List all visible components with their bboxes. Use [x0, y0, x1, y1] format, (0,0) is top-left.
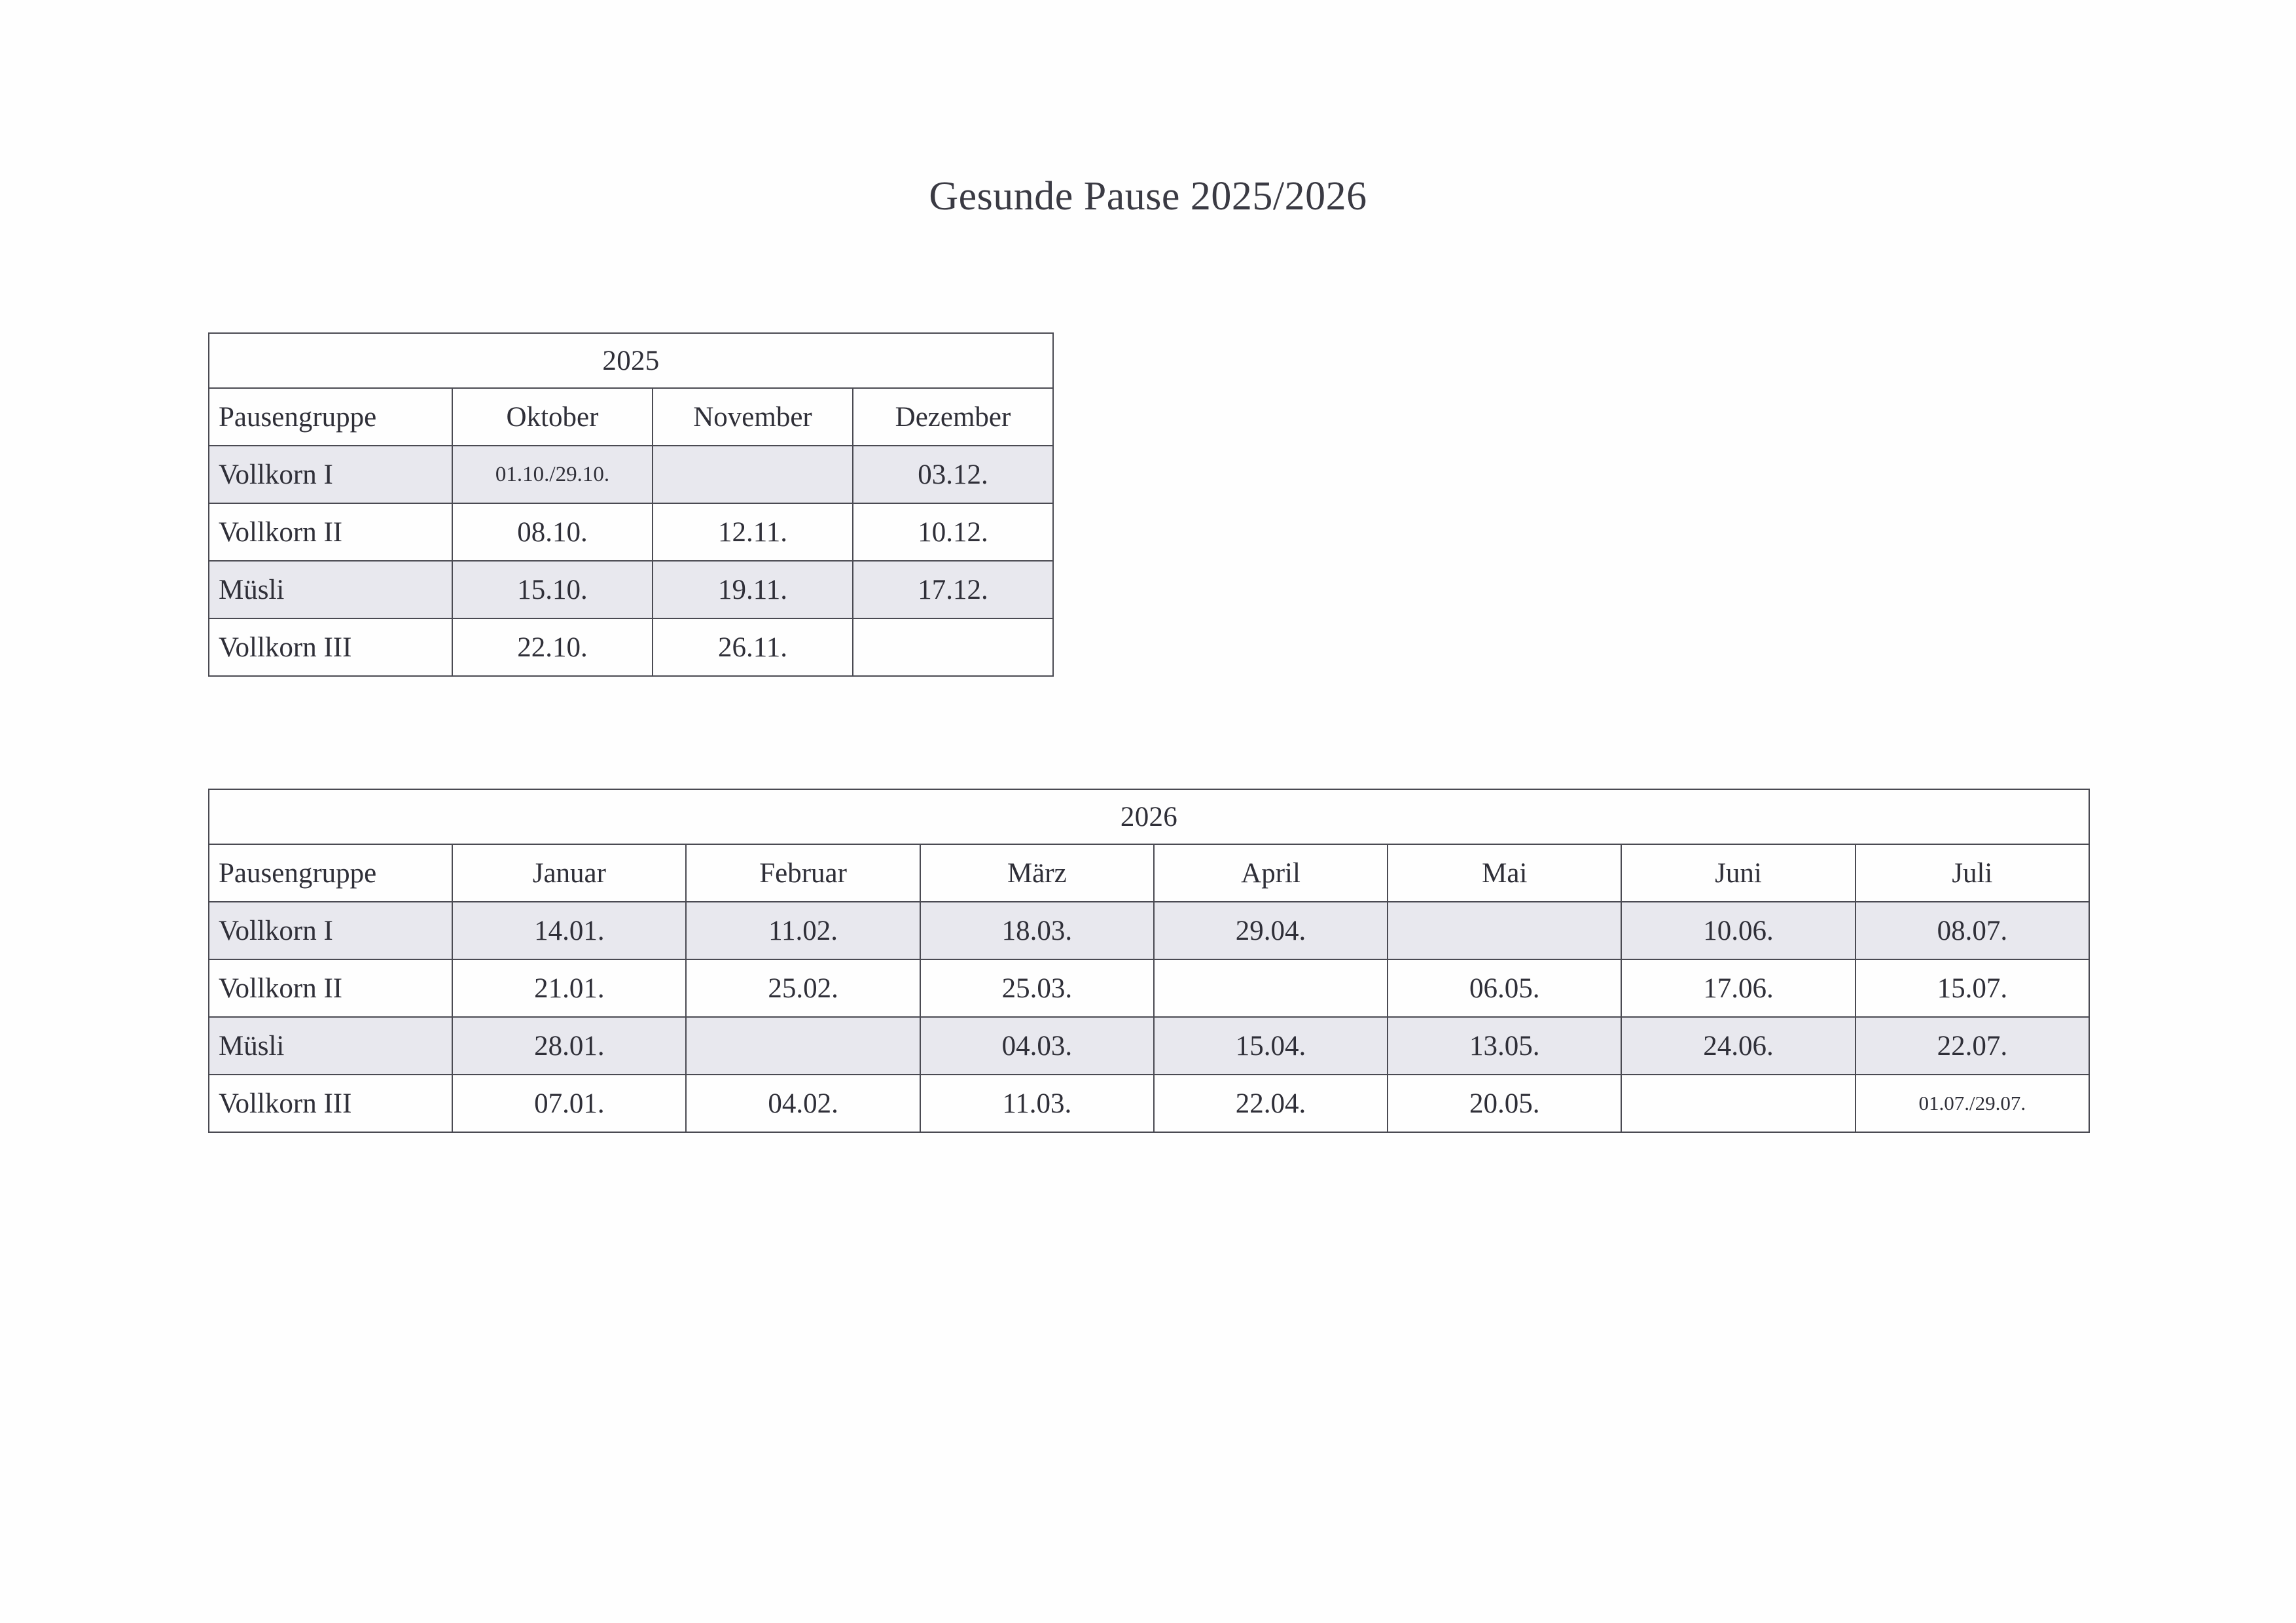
date-cell: 04.03.	[920, 1017, 1154, 1075]
table-row	[209, 561, 1053, 618]
date-cell: 15.04.	[1154, 1017, 1388, 1075]
date-cell	[853, 618, 1053, 676]
date-cell: 17.06.	[1621, 959, 1855, 1017]
year-header-row	[209, 333, 1053, 388]
date-cell: 03.12.	[853, 446, 1053, 503]
date-cell: 24.06.	[1621, 1017, 1855, 1075]
date-cell: 22.10.	[452, 618, 653, 676]
column-header-month: Juni	[1621, 844, 1855, 902]
date-cell: 21.01.	[452, 959, 686, 1017]
date-cell: 04.02.	[686, 1075, 920, 1132]
date-cell: 29.04.	[1154, 902, 1388, 959]
date-cell: 10.06.	[1621, 902, 1855, 959]
date-cell: 15.10.	[452, 561, 653, 618]
date-cell	[653, 446, 853, 503]
date-cell: 20.05.	[1388, 1075, 1621, 1132]
row-group-label: Vollkorn III	[209, 1075, 452, 1132]
date-cell: 22.07.	[1856, 1017, 2089, 1075]
schedule-table-2025	[208, 332, 1054, 677]
column-header-group: Pausengruppe	[209, 844, 452, 902]
date-cell: 26.11.	[653, 618, 853, 676]
date-cell: 18.03.	[920, 902, 1154, 959]
date-cell: 22.04.	[1154, 1075, 1388, 1132]
table-row	[209, 503, 1053, 561]
date-cell: 06.05.	[1388, 959, 1621, 1017]
year-header-row	[209, 789, 2089, 844]
date-cell: 14.01.	[452, 902, 686, 959]
date-cell: 01.07./29.07.	[1856, 1075, 2089, 1132]
date-cell: 13.05.	[1388, 1017, 1621, 1075]
table-row	[209, 902, 2089, 959]
column-header-month: Februar	[686, 844, 920, 902]
date-cell: 12.11.	[653, 503, 853, 561]
date-cell	[1154, 959, 1388, 1017]
column-header-group: Pausengruppe	[209, 388, 452, 446]
column-header-month: Juli	[1856, 844, 2089, 902]
column-header-month: November	[653, 388, 853, 446]
schedule-table-2026	[208, 789, 2090, 1133]
table-row	[209, 1017, 2089, 1075]
date-cell	[686, 1017, 920, 1075]
date-cell: 10.12.	[853, 503, 1053, 561]
date-cell: 28.01.	[452, 1017, 686, 1075]
date-cell	[1388, 902, 1621, 959]
column-header-month: April	[1154, 844, 1388, 902]
column-header-month: Januar	[452, 844, 686, 902]
row-group-label: Müsli	[209, 561, 452, 618]
table-row	[209, 959, 2089, 1017]
row-group-label: Vollkorn II	[209, 503, 452, 561]
column-header-row	[209, 388, 1053, 446]
year-label-2026: 2026	[209, 789, 2089, 844]
column-header-month: Dezember	[853, 388, 1053, 446]
date-cell: 25.02.	[686, 959, 920, 1017]
table-row	[209, 618, 1053, 676]
date-cell: 11.02.	[686, 902, 920, 959]
row-group-label: Vollkorn I	[209, 446, 452, 503]
date-cell: 17.12.	[853, 561, 1053, 618]
page-title: Gesunde Pause 2025/2026	[929, 174, 1367, 219]
table-row	[209, 1075, 2089, 1132]
date-cell: 08.07.	[1856, 902, 2089, 959]
column-header-row	[209, 844, 2089, 902]
column-header-month: Oktober	[452, 388, 653, 446]
row-group-label: Müsli	[209, 1017, 452, 1075]
date-cell: 07.01.	[452, 1075, 686, 1132]
date-cell: 01.10./29.10.	[452, 446, 653, 503]
date-cell	[1621, 1075, 1855, 1132]
row-group-label: Vollkorn II	[209, 959, 452, 1017]
date-cell: 19.11.	[653, 561, 853, 618]
column-header-month: Mai	[1388, 844, 1621, 902]
table-row	[209, 446, 1053, 503]
date-cell: 15.07.	[1856, 959, 2089, 1017]
date-cell: 25.03.	[920, 959, 1154, 1017]
year-label-2025: 2025	[209, 333, 1053, 388]
date-cell: 11.03.	[920, 1075, 1154, 1132]
row-group-label: Vollkorn I	[209, 902, 452, 959]
date-cell: 08.10.	[452, 503, 653, 561]
row-group-label: Vollkorn III	[209, 618, 452, 676]
column-header-month: März	[920, 844, 1154, 902]
